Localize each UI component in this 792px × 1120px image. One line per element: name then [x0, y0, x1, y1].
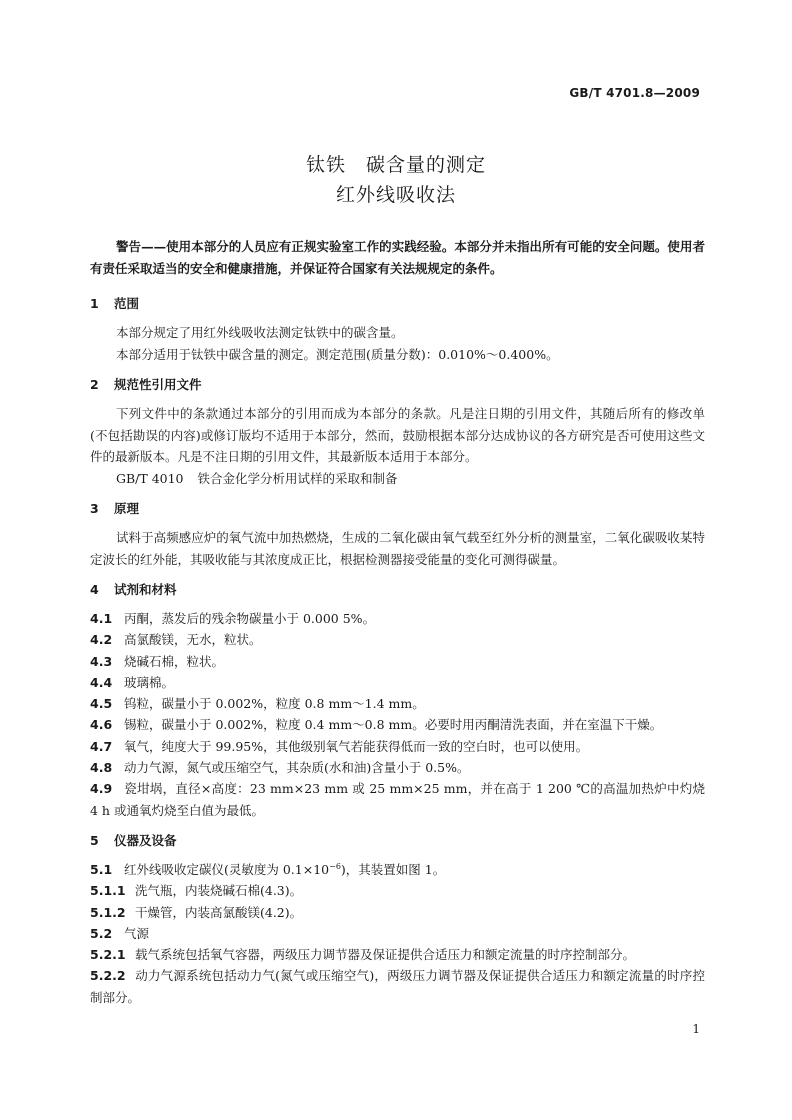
section-title: 仪器及设备 [114, 832, 177, 848]
item-text: 干燥管，内装高氯酸镁(4.2)。 [135, 904, 303, 920]
item-number: 5.2 [90, 925, 113, 941]
item-text: 氧气，纯度大于 99.95%，其他级别氧气若能获得低而一致的空白时，也可以使用。 [124, 738, 589, 754]
list-item [90, 651, 705, 672]
section-heading [90, 294, 705, 314]
paragraph: 本部分规定了用红外线吸收法测定钛铁中的碳含量。 [116, 325, 404, 340]
list-item [90, 923, 705, 944]
paragraph: 本部分适用于钛铁中碳含量的测定。测定范围(质量分数)：0.010%～0.400%。 [116, 346, 559, 362]
document-subtitle: 红外线吸收法 [335, 184, 456, 206]
list-item [90, 736, 705, 757]
section-heading [90, 831, 705, 851]
reference-entry [90, 468, 705, 490]
section-number: 2 [90, 377, 99, 392]
list-item [90, 608, 705, 629]
item-number: 5.2.2 [90, 968, 126, 984]
list-item [90, 714, 705, 735]
superscript: −6 [329, 861, 341, 871]
list-item [90, 693, 705, 714]
item-text: 动力气源系统包括动力气(氮气或压缩空气)，两级压力调节器及保证提供合适压力和额定流量的时序控制部分。 [90, 968, 705, 1005]
section-apparatus [90, 831, 705, 1008]
item-text: 气源 [124, 925, 150, 941]
item-text: 动力气源，氮气或压缩空气，其杂质(水和油)含量小于 0.5%。 [124, 760, 470, 776]
list-item [90, 965, 705, 1008]
paragraph: 下列文件中的条款通过本部分的引用而成为本部分的条款。凡是注日期的引用文件，其随后所有的修改单(不包括勘误的内容)或修订版均不适用于本部分，然而，鼓励根据本部分达成协议的各方研究是否可使用这些文件的最新版本。凡是不注日期的引用文件，其最新版本适用于本部分。 [90, 406, 705, 464]
item-text: 丙酮，蒸发后的残余物碳量小于 0.000 5%。 [124, 611, 376, 626]
item-text: 玻璃棉。 [124, 674, 175, 690]
item-number: 4.9 [90, 781, 113, 797]
item-text: 洗气瓶，内装烧碱石棉(4.3)。 [135, 883, 303, 899]
section-heading [90, 499, 705, 519]
section-title: 试剂和材料 [114, 582, 177, 597]
section-principle [90, 499, 705, 570]
item-number: 4.1 [90, 611, 113, 626]
item-number: 4.5 [90, 696, 113, 712]
section-number: 1 [90, 296, 99, 311]
item-number: 4.3 [90, 653, 113, 669]
item-number: 5.1 [90, 861, 113, 877]
item-number: 4.4 [90, 674, 113, 690]
section-number: 5 [90, 832, 99, 848]
item-number: 4.8 [90, 760, 113, 776]
section-title: 规范性引用文件 [114, 377, 202, 392]
item-text: 锡粒，碳量小于 0.002%，粒度 0.4 mm～0.8 mm。必要时用丙酮清洗表面，并在室温下干燥。 [124, 717, 663, 733]
item-number: 4.6 [90, 717, 113, 733]
section-number: 3 [90, 501, 99, 516]
section-heading [90, 375, 705, 395]
list-item [90, 757, 705, 778]
document-body [90, 236, 705, 1018]
item-text: )，其装置如图 1。 [340, 861, 446, 877]
item-number: 4.2 [90, 632, 113, 648]
list-item [90, 944, 705, 965]
item-number: 4.7 [90, 738, 113, 754]
page-number: 1 [692, 1022, 700, 1036]
paragraph: 试料于高频感应炉的氧气流中加热燃烧，生成的二氧化碳由氧气载至红外分析的测量室，二氧化碳吸收某特定波长的红外能，其吸收能与其浓度成正比，根据检测器接受能量的变化可测得碳量。 [90, 530, 705, 567]
reference-code: GB/T 4010 [116, 470, 184, 486]
list-item [90, 880, 705, 901]
item-number: 5.1.1 [90, 883, 126, 899]
item-number: 5.1.2 [90, 904, 126, 920]
list-item [90, 672, 705, 693]
reference-title: 铁合金化学分析用试样的采取和制备 [197, 470, 398, 486]
section-reagents [90, 580, 705, 821]
document-title: 钛铁 碳含量的测定 [305, 154, 486, 176]
item-text: 载气系统包括氧气容器，两级压力调节器及保证提供合适压力和额定流量的时序控制部分。 [135, 947, 636, 963]
warning-paragraph: 警告——使用本部分的人员应有正规实验室工作的实践经验。本部分并未指出所有可能的安全问题。使用者有责任采取适当的安全和健康措施，并保证符合国家有关法规规定的条件。 [90, 239, 705, 276]
item-text: 烧碱石棉，粒状。 [124, 653, 225, 669]
section-title: 原理 [114, 501, 140, 516]
item-text: 红外线吸收定碳仪(灵敏度为 0.1×10 [124, 861, 330, 877]
item-text: 钨粒，碳量小于 0.002%，粒度 0.8 mm～1.4 mm。 [124, 696, 425, 712]
standard-number: GB/T 4701.8—2009 [569, 86, 700, 100]
section-normative-references [90, 375, 705, 489]
section-heading [90, 580, 705, 600]
item-text: 高氯酸镁，无水，粒状。 [124, 632, 262, 648]
list-item [90, 778, 705, 821]
list-item [90, 859, 705, 880]
section-scope [90, 294, 705, 365]
list-item [90, 629, 705, 650]
item-number: 5.2.1 [90, 947, 126, 963]
item-text: 瓷坩埚，直径×高度：23 mm×23 mm 或 25 mm×25 mm，并在高于 1 200 ℃的高温加热炉中灼烧 4 h 或通氧灼烧至白值为最低。 [90, 781, 705, 818]
list-item [90, 902, 705, 923]
section-number: 4 [90, 582, 99, 597]
section-title: 范围 [114, 296, 140, 311]
